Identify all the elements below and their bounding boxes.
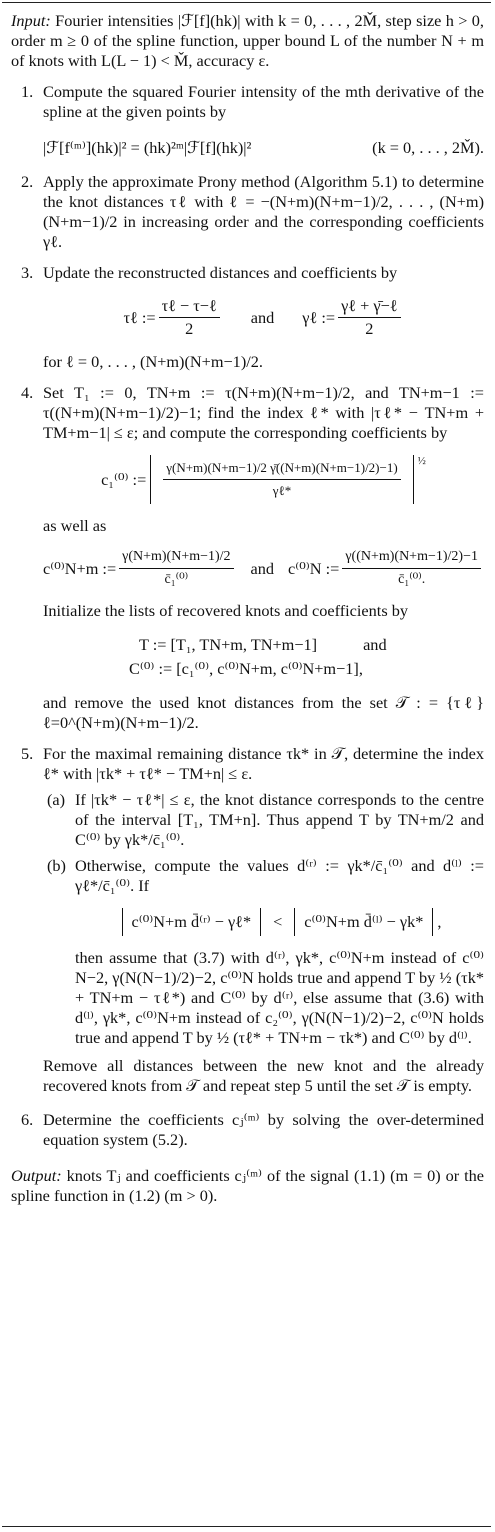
- equation-update: [43, 297, 484, 338]
- step-number: 4.: [21, 383, 34, 402]
- equation-squared-intensity: [43, 138, 484, 158]
- step-2: [11, 172, 484, 252]
- remove-text: and remove the used knot distances from the set 𝒯 : = {τℓ}ℓ=0^(N+m)(N+m−1)/2.: [43, 693, 484, 732]
- step-number: 1.: [21, 82, 34, 101]
- substep-then: then assume that (3.7) with d⁽ʳ⁾, γk*, c⁽⁰⁾N+m instead of c⁽⁰⁾N−2, γ(N(N−1)/2)−2, c⁽⁰⁾N holds true and append T by ½ (τk* + TN+m − τℓ*) and C⁽⁰⁾ by d⁽ʳ⁾, else assume that (3.6) with d⁽ˡ⁾, γk*, c⁽⁰⁾N+m instead of c₂⁽⁰⁾, γ(N(N−1)/2)−2, c⁽⁰⁾N holds true and append T by ½ (τℓ* + TN+m − τk*) and C⁽⁰⁾ by d⁽ˡ⁾.: [75, 948, 484, 1047]
- as-well-as: as well as: [43, 516, 107, 535]
- step-4: [11, 383, 484, 733]
- step-text: For the maximal remaining distance τk* in 𝒯, determine the index ℓ* with |τk* + τℓ* − TM+n| ≤ ε.: [43, 744, 484, 783]
- cnm-fraction: [119, 548, 233, 589]
- step-text: Determine the coefficients cⱼ⁽ᵐ⁾ by solving the over-determined equation system (5.2).: [43, 1110, 484, 1149]
- list-and: and: [363, 635, 387, 654]
- equation-c1: c₁⁽⁰⁾ := $\frac{\gamma(N+m)(N+m-1)/2 \gammā((N+m)(N+m-1)/2)-1)}{\text{γℓ*}}$ ½: [101, 455, 426, 498]
- step-text: Apply the approximate Prony method (Algorithm 5.1) to determine the knot distances τℓ with ℓ = −(N+m)(N+m−1)/2, . . . , (N+m)(N+m−1)/2 in increasing order and the corresponding coefficients γℓ.: [43, 172, 484, 251]
- equation-cnm-cn: [43, 548, 484, 589]
- c1-abs: [146, 459, 417, 500]
- list-C-line: [43, 659, 484, 679]
- tau-numerator: τℓ − τ−ℓ: [159, 297, 220, 318]
- inequality-right: c⁽⁰⁾N+m d̄⁽ˡ⁾ − γk*: [290, 912, 437, 932]
- tau-denominator: 2: [185, 319, 194, 338]
- step-number: 3.: [21, 263, 34, 282]
- algorithm-content: [11, 11, 484, 1206]
- c1-fraction: [163, 459, 400, 500]
- step-5: [11, 744, 484, 1096]
- bottom-rule: [2, 1526, 491, 1527]
- substep-label: (a): [47, 790, 66, 809]
- inequality: [75, 912, 484, 932]
- step-text: Compute the squared Fourier intensity of the mth derivative of the spline at the given points by: [43, 82, 484, 121]
- cn-numerator: γ((N+m)(N+m−1)/2)−1: [342, 548, 481, 569]
- step-text: Set T₁ := 0, TN+m := τ(N+m)(N+m−1)/2, and TN+m−1 := τ((N+m)(N+m−1)/2)−1; find the index ℓ* with |τℓ* − TN+m + TM+m−1| ≤ ε; and compute the corresponding coefficients by: [43, 383, 484, 442]
- equation-main: |ℱ[f⁽ᵐ⁾](hk)|² = (hk)²ᵐ|ℱ[f](hk)|²: [43, 138, 252, 157]
- gamma-denominator: 2: [365, 319, 374, 338]
- cnm-numerator: γ(N+m)(N+m−1)/2: [119, 548, 233, 569]
- output-label: Output:: [11, 1166, 62, 1185]
- gamma-lhs: γℓ :=: [302, 307, 336, 327]
- tau-fraction: [159, 297, 220, 338]
- step-number: 5.: [21, 744, 34, 763]
- step-6: [11, 1110, 484, 1150]
- and-word: and: [250, 558, 275, 578]
- input-paragraph: [11, 11, 484, 71]
- list-C: C⁽⁰⁾ := [c₁⁽⁰⁾, c⁽⁰⁾N+m, c⁽⁰⁾N+m−1],: [129, 659, 363, 678]
- output-text: knots Tⱼ and coefficients cⱼ⁽ᵐ⁾ of the signal (1.1) (m = 0) or the spline function in (1.2) (m > 0).: [11, 1166, 484, 1205]
- tau-lhs: τℓ :=: [123, 307, 156, 327]
- cn-fraction: [342, 548, 481, 589]
- input-text: Fourier intensities |ℱ[f](hk)| with k = 0, . . . , 2M̌, step size h > 0, order m ≥ 0 of the spline function, upper bound L of the number N + m of knots with L(L − 1) < M̌, accuracy ε.: [11, 11, 484, 70]
- step-number: 2.: [21, 172, 34, 191]
- inequality-tail: ,: [437, 912, 442, 931]
- list-T-line: [43, 635, 484, 655]
- inequality-op: <: [273, 912, 283, 931]
- top-rule: [2, 2, 491, 3]
- cnm-denominator: c̄₁⁽⁰⁾: [164, 572, 189, 587]
- output-paragraph: [11, 1166, 484, 1206]
- step-remove-text: Remove all distances between the new knot and the already recovered knots from 𝒯 and repeat step 5 until the set 𝒯 is empty.: [43, 1056, 484, 1095]
- substep-a: [43, 790, 484, 850]
- step-after-text: for ℓ = 0, . . . , (N+m)(N+m−1)/2.: [43, 352, 263, 371]
- cn-lhs: c⁽⁰⁾N :=: [288, 558, 340, 578]
- gamma-fraction: [338, 297, 401, 338]
- cnm-lhs: c⁽⁰⁾N+m :=: [43, 558, 117, 578]
- c1-denominator: γℓ*: [272, 483, 292, 498]
- and-word: and: [250, 307, 275, 327]
- step-text: Update the reconstructed distances and coefficients by: [43, 263, 398, 282]
- step-3: [11, 263, 484, 372]
- cn-denominator: c̄₁⁽⁰⁾.: [398, 572, 426, 587]
- step-1: [11, 82, 484, 158]
- substep-text: If |τk* − τℓ*| ≤ ε, the knot distance corresponds to the centre of the interval [T₁, TM+n]. Thus append T by TN+m/2 and C⁽⁰⁾ by γk*/c̄₁⁽⁰⁾.: [75, 790, 484, 849]
- list-T: T := [T₁, TN+m, TN+m−1]: [139, 635, 318, 654]
- substep-b: [43, 856, 484, 1048]
- algorithm-box: [2, 2, 491, 1527]
- input-label: Input:: [11, 11, 51, 30]
- step-number: 6.: [21, 1110, 34, 1129]
- c1-lhs: c₁⁽⁰⁾ :=: [101, 469, 147, 489]
- substep-text: Otherwise, compute the values d⁽ʳ⁾ := γk*/c̄₁⁽⁰⁾ and d⁽ˡ⁾ := γℓ*/c̄₁⁽⁰⁾. If: [75, 856, 484, 895]
- init-text: Initialize the lists of recovered knots and coefficients by: [43, 601, 409, 620]
- inequality-left: c⁽⁰⁾N+m d̄⁽ʳ⁾ − γℓ*: [118, 912, 266, 932]
- gamma-numerator: γℓ + γ̄−ℓ: [338, 297, 401, 318]
- equation-condition: (k = 0, . . . , 2M̌).: [372, 138, 484, 157]
- c1-numerator: γ(N+m)(N+m−1)/2 γ̄((N+m)(N+m−1)/2)−1): [163, 459, 400, 480]
- substep-label: (b): [47, 856, 66, 875]
